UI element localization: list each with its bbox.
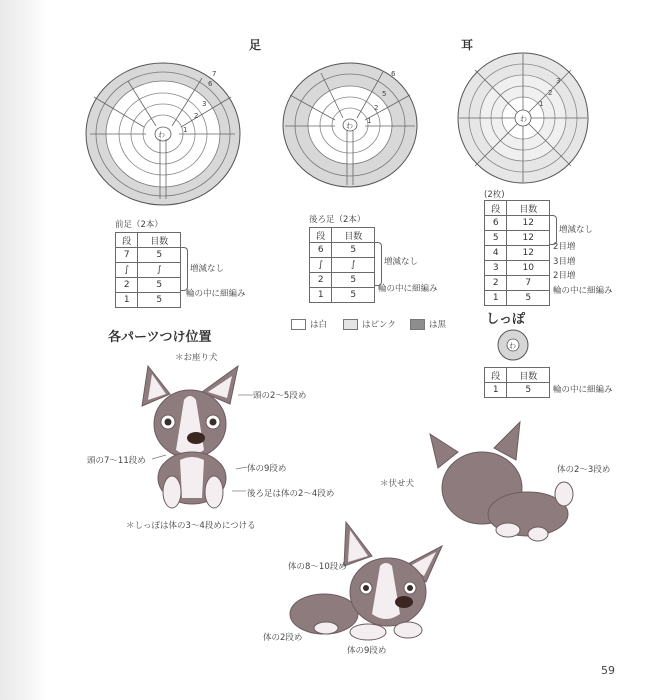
table-cell: ∫ xyxy=(116,263,138,278)
swatch-pink xyxy=(343,319,358,330)
front-leg-table xyxy=(115,232,181,308)
table-cell: 5 xyxy=(332,243,375,258)
note: 2目増 xyxy=(553,271,576,281)
ear-chart xyxy=(456,51,591,186)
tail-table xyxy=(484,367,550,398)
placement-label: 後ろ足は体の2～4段め xyxy=(247,489,335,499)
table-header: 段 xyxy=(310,228,332,243)
table-header: 目数 xyxy=(507,368,550,383)
note: 輪の中に細編み xyxy=(186,289,246,299)
table-cell: 7 xyxy=(116,248,138,263)
table-cell: ∫ xyxy=(138,263,181,278)
placement-label: 体の8～10段め xyxy=(288,562,347,572)
brace xyxy=(181,247,188,291)
table-cell: 7 xyxy=(507,276,550,291)
table-cell: 4 xyxy=(485,246,507,261)
legend-pink xyxy=(343,318,396,330)
legend-white xyxy=(291,318,327,330)
table-cell: 1 xyxy=(485,383,507,398)
swatch-black xyxy=(410,319,425,330)
note: 3目増 xyxy=(553,257,576,267)
svg-text:1: 1 xyxy=(183,126,188,134)
table-cell: 1 xyxy=(116,293,138,308)
front-leg-title: 前足（2本） xyxy=(115,220,163,230)
table-cell: 6 xyxy=(310,243,332,258)
table-cell: 12 xyxy=(507,231,550,246)
table-cell: 5 xyxy=(332,273,375,288)
swatch-white xyxy=(291,319,306,330)
note: 増減なし xyxy=(559,225,594,235)
sitting-caption: ＊お座り犬 xyxy=(175,353,218,363)
table-cell: 1 xyxy=(485,291,507,306)
table-cell: 10 xyxy=(507,261,550,276)
table-header: 目数 xyxy=(332,228,375,243)
tail-title: しっぽ xyxy=(486,312,526,327)
legend-label: は黒 xyxy=(429,320,447,330)
svg-text:3: 3 xyxy=(556,77,561,85)
lying-dog-front-illustration xyxy=(286,516,446,656)
table-header: 段 xyxy=(116,233,138,248)
svg-text:2: 2 xyxy=(374,104,379,112)
table-cell: 2 xyxy=(116,278,138,293)
placement-label: 体の9段め xyxy=(247,464,287,474)
table-header: 目数 xyxy=(507,201,550,216)
legend-label: は白 xyxy=(310,320,328,330)
note: 増減なし xyxy=(190,264,225,274)
tail-chart xyxy=(497,329,529,361)
table-cell: 6 xyxy=(485,216,507,231)
placement-label: 体の2段め xyxy=(263,633,303,643)
svg-text:わ: わ xyxy=(346,122,353,130)
note: 増減なし xyxy=(384,257,419,267)
table-header: 段 xyxy=(485,201,507,216)
table-cell: 5 xyxy=(485,231,507,246)
page-number: 59 xyxy=(601,664,615,677)
legend-label: はピンク xyxy=(362,320,396,330)
table-cell: ∫ xyxy=(310,258,332,273)
ear-table xyxy=(484,200,550,306)
note: 輪の中に細編み xyxy=(553,385,613,395)
svg-text:7: 7 xyxy=(212,70,217,78)
table-cell: 5 xyxy=(332,288,375,303)
table-cell: 5 xyxy=(138,248,181,263)
svg-text:2: 2 xyxy=(548,89,553,97)
ear-title: 耳 xyxy=(461,38,474,52)
placement-label: ＊しっぽは体の3～4段めにつける xyxy=(126,521,256,531)
table-cell: 2 xyxy=(485,276,507,291)
svg-text:6: 6 xyxy=(208,80,213,88)
svg-text:6: 6 xyxy=(391,70,396,78)
placement-title: 各パーツつけ位置 xyxy=(108,330,212,345)
table-cell: ∫ xyxy=(332,258,375,273)
svg-text:わ: わ xyxy=(509,342,516,350)
svg-text:1: 1 xyxy=(367,117,372,125)
svg-text:5: 5 xyxy=(382,90,387,98)
placement-label: 頭の2～5段め xyxy=(253,391,307,401)
table-cell: 2 xyxy=(310,273,332,288)
table-cell: 5 xyxy=(138,293,181,308)
front-leg-chart xyxy=(84,62,246,208)
legend-black xyxy=(410,318,446,330)
note: 輪の中に細編み xyxy=(553,286,613,296)
foot-title: 足 xyxy=(249,38,262,52)
placement-label: 体の2～3段め xyxy=(557,465,611,475)
placement-label: 体の9段め xyxy=(347,646,387,656)
table-cell: 12 xyxy=(507,246,550,261)
svg-text:1: 1 xyxy=(539,100,544,108)
table-cell: 5 xyxy=(507,291,550,306)
ear-count: (2枚) xyxy=(484,190,505,200)
placement-label: 頭の7～11段め xyxy=(87,456,146,466)
svg-text:3: 3 xyxy=(202,100,207,108)
note: 2目増 xyxy=(553,242,576,252)
table-cell: 5 xyxy=(138,278,181,293)
table-cell: 5 xyxy=(507,383,550,398)
svg-text:わ: わ xyxy=(520,115,527,123)
brace xyxy=(375,242,382,286)
table-cell: 3 xyxy=(485,261,507,276)
lying-dog-back-illustration xyxy=(424,416,590,546)
table-cell: 12 xyxy=(507,216,550,231)
note: 輪の中に細編み xyxy=(378,284,438,294)
table-header: 段 xyxy=(485,368,507,383)
back-leg-title: 後ろ足（2本） xyxy=(309,215,366,225)
back-leg-table xyxy=(309,227,375,303)
svg-text:わ: わ xyxy=(158,131,165,139)
table-header: 目数 xyxy=(138,233,181,248)
svg-text:2: 2 xyxy=(194,112,199,120)
lying-caption: ＊伏せ犬 xyxy=(380,479,415,489)
table-cell: 1 xyxy=(310,288,332,303)
binding-gutter xyxy=(0,0,46,700)
back-leg-chart xyxy=(281,62,421,192)
